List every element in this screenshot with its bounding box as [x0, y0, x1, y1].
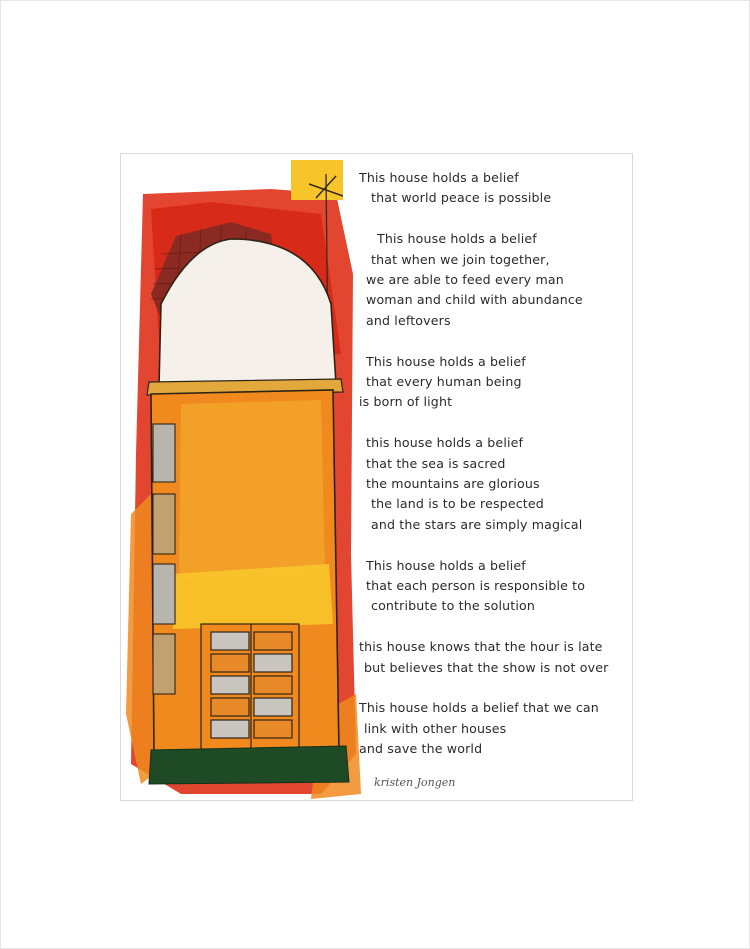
- poem-line: This house holds a belief: [366, 353, 526, 369]
- poem-line: This house holds a belief: [377, 231, 537, 247]
- poem-line: link with other houses: [364, 720, 507, 736]
- poem-line: the land is to be respected: [371, 496, 544, 512]
- poem-line: this house holds a belief: [366, 435, 524, 451]
- stanza: [359, 352, 631, 413]
- stanza: [359, 168, 631, 209]
- stanza: [359, 637, 631, 678]
- art-print: [120, 153, 633, 801]
- poem-line: is born of light: [359, 394, 453, 410]
- poem-line: that when we join together,: [371, 251, 550, 267]
- stanza: [359, 556, 631, 617]
- poem-line: and leftovers: [366, 312, 451, 328]
- poem-line: the mountains are glorious: [366, 476, 540, 492]
- poem-line: This house holds a belief: [366, 557, 526, 573]
- poem-line: This house holds a belief that we can: [359, 700, 599, 716]
- house-painting: [121, 154, 361, 800]
- stanza: [359, 433, 631, 535]
- poem-line: that the sea is sacred: [366, 455, 506, 471]
- poem-text: [359, 168, 631, 780]
- poem-line: that each person is responsible to: [366, 578, 586, 594]
- poem-line: This house holds a belief: [359, 170, 519, 185]
- stanza: [359, 698, 631, 759]
- poem-line: and save the world: [359, 741, 483, 757]
- poem-line: woman and child with abundance: [366, 292, 583, 308]
- poem-line: this house knows that the hour is late: [359, 639, 603, 655]
- poem-line: and the stars are simply magical: [371, 516, 583, 532]
- poem-line: that every human being: [366, 374, 522, 390]
- poem-line: that world peace is possible: [371, 190, 552, 206]
- artist-signature: kristen Jongen: [374, 776, 456, 789]
- poem-line: but believes that the show is not over: [364, 659, 609, 675]
- poem-line: we are able to feed every man: [366, 272, 564, 288]
- stanza: [359, 229, 631, 331]
- poem-line: contribute to the solution: [371, 598, 535, 614]
